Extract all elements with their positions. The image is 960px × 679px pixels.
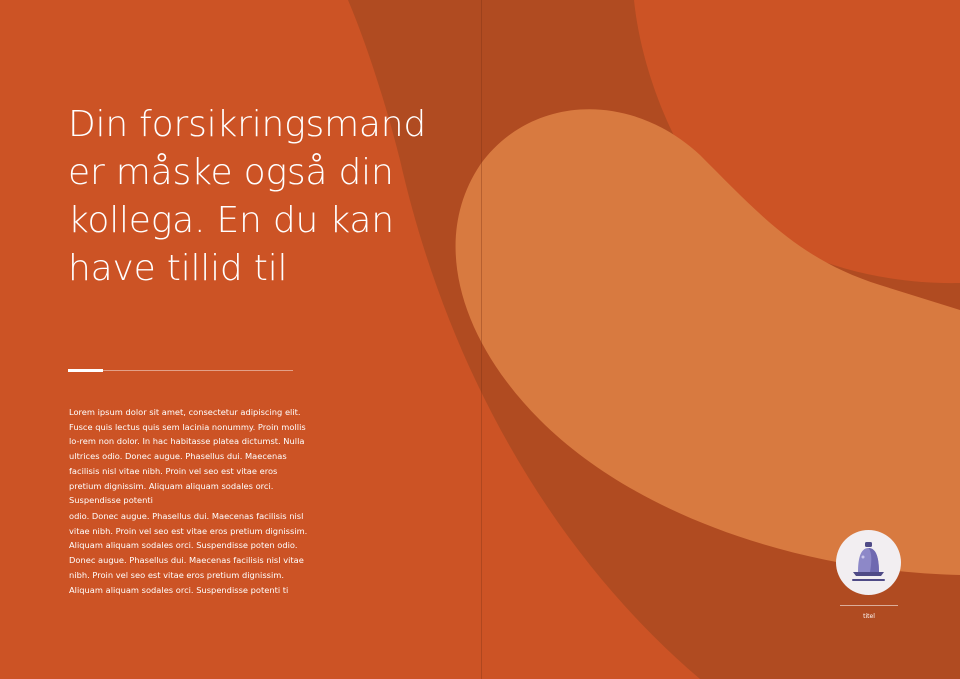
caption-divider [840, 605, 898, 606]
headline: Din forsikringsmand er måske også din kollega. En du kan have tillid til [68, 104, 427, 289]
icon-badge [836, 530, 901, 595]
body-paragraph-1: Lorem ipsum dolor sit amet, consectetur adipiscing elit. Fusce quis lectus quis sem lacinia nonummy. Proin mollis lo-rem non dolor. In hac habitasse platea dictumst. Nulla ultrices odio. Donec augue. Phasellus dui. Maecenas facilisis nisl vitae nibh. Proin vel seo est vitae eros pretium dignissim. Aliquam aliquam sodales orci. Suspendisse potenti [69, 407, 306, 506]
badge-caption: titel [863, 613, 875, 620]
body-paragraph-2: odio. Donec augue. Phasellus dui. Maecenas facilisis nisl vitae nibh. Proin vel seo est vitae eros pretium dignissim. Aliquam aliquam sodales orci. Suspendisse poten odio. Donec augue. Phasellus dui. Maecenas facilisis nisl vitae nibh. Proin vel seo est vitae eros pretium dignissim. Aliquam aliquam sodales orci. Suspendisse potenti ti [69, 511, 308, 595]
page-fold [481, 0, 482, 679]
bell-icon [850, 542, 887, 582]
divider-accent [68, 369, 103, 372]
